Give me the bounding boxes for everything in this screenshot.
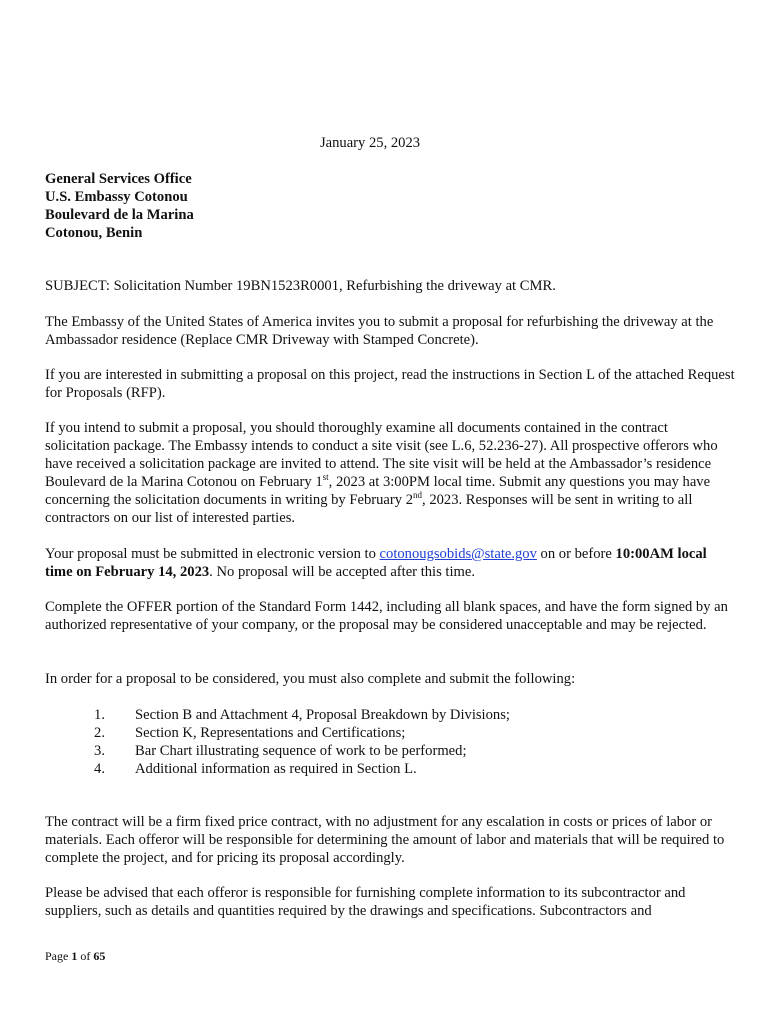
site-visit-text: , 2023. Responses will be sent in writing to all contractors on our list of interested parties. [45, 492, 693, 526]
list-number: 1. [94, 707, 105, 723]
list-item [45, 742, 510, 760]
page-footer [45, 947, 105, 965]
paragraph-submission [45, 545, 735, 581]
address-line: Cotonou, Benin [45, 225, 143, 241]
ordinal-suffix: nd [413, 490, 423, 501]
site-visit-text: , 2023 at 3:00PM local time. Submit any questions you may have concerning the solicitation documents in writing by February 2 [45, 474, 711, 508]
list-item [45, 724, 510, 742]
recipient-address [45, 170, 194, 242]
paragraph-instructions: If you are interested in submitting a proposal on this project, read the instructions in Section L of the attached Request for Proposals (RFP). [45, 367, 735, 401]
list-item [45, 760, 510, 778]
page-of-word: of [77, 949, 94, 963]
list-text: Section K, Representations and Certifications; [135, 725, 406, 741]
address-line: General Services Office [45, 171, 192, 187]
submission-text: . No proposal will be accepted after this time. [209, 564, 476, 580]
page-word: Page [45, 949, 72, 963]
letter-date: January 25, 2023 [319, 135, 421, 151]
page-number: 1 [71, 949, 78, 963]
page-total: 65 [93, 949, 106, 963]
list-text: Additional information as required in Section L. [135, 761, 417, 777]
paragraph-requirements: In order for a proposal to be considered, you must also complete and submit the following: [45, 671, 576, 687]
list-number: 2. [94, 725, 105, 741]
address-line: Boulevard de la Marina [45, 207, 194, 223]
deadline-text: 10:00AM local time on February 14, 2023 [45, 546, 707, 580]
requirements-list [45, 706, 510, 778]
paragraph-subcontractors: Please be advised that each offeror is responsible for furnishing complete information to its subcontractor and suppliers, such as details and quantities required by the drawings and specifications. Subcontractors and [45, 885, 686, 919]
paragraph-offer: Complete the OFFER portion of the Standard Form 1442, including all blank spaces, and have the form signed by an authorized representative of your company, or the proposal may be considered unacceptable and may be rejected. [45, 599, 728, 633]
address-line: U.S. Embassy Cotonou [45, 189, 188, 205]
list-number: 4. [94, 761, 105, 777]
list-item [45, 706, 510, 724]
paragraph-invitation: The Embassy of the United States of America invites you to submit a proposal for refurbishing the driveway at the Ambassador residence (Replace CMR Driveway with Stamped Concrete). [45, 314, 714, 348]
ordinal-suffix: st [322, 472, 329, 483]
list-number: 3. [94, 743, 105, 759]
paragraph-contract-type: The contract will be a firm fixed price contract, with no adjustment for any escalation in costs or prices of labor or materials. Each offeror will be responsible for determining the amount of labor and materials that will be required to complete the project, and for pricing its proposal accordingly. [45, 814, 725, 866]
site-visit-text: If you intend to submit a proposal, you should thoroughly examine all documents contained in the contract solicitation package. The Embassy intends to conduct a site visit (see L.6, 52.236-27). All prospective offerors who have received a solicitation package are invited to attend. The site visit will be held at the Ambassador’s residence Boulevard de la Marina Cotonou on February 1 [45, 420, 718, 490]
email-link[interactable]: cotonougsobids@state.gov [379, 546, 537, 562]
list-text: Section B and Attachment 4, Proposal Breakdown by Divisions; [135, 707, 510, 723]
submission-text: on or before [536, 546, 616, 562]
list-text: Bar Chart illustrating sequence of work to be performed; [135, 743, 467, 759]
subject-line: SUBJECT: Solicitation Number 19BN1523R0001, Refurbishing the driveway at CMR. [45, 278, 556, 294]
paragraph-site-visit [45, 419, 735, 527]
submission-text: Your proposal must be submitted in electronic version to [45, 546, 380, 562]
